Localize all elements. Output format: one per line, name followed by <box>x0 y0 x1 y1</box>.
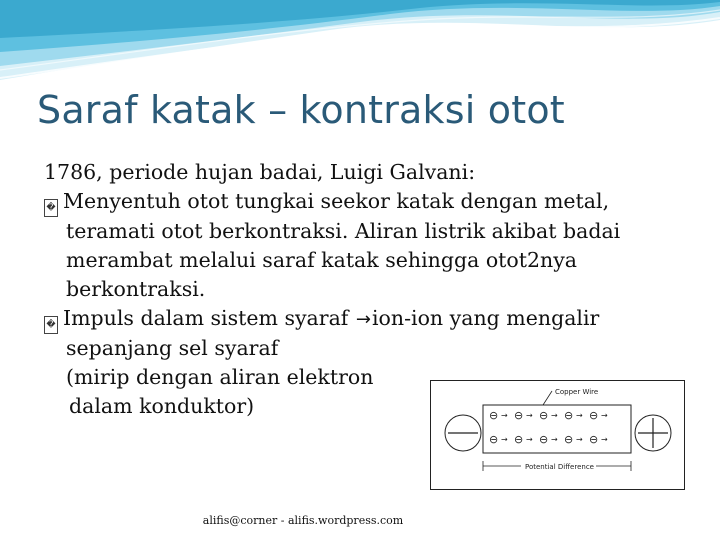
bullet-2-line-2: sepanjang sel syaraf <box>66 336 279 360</box>
bullet-1-line-2: teramati otot berkontraksi. Aliran listrik akibat badai <box>66 219 621 243</box>
svg-text:→: → <box>576 411 583 420</box>
bullet-2-prefix: Impuls dalam sistem syaraf <box>63 306 355 330</box>
bullet-2-line-3: (mirip dengan aliran elektron <box>66 365 374 389</box>
electron-icon: ⊖ <box>539 409 549 422</box>
copper-wire-diagram <box>430 380 685 490</box>
bullet-marker-icon: � <box>44 316 58 334</box>
svg-text:→: → <box>526 411 533 420</box>
svg-text:→: → <box>601 411 608 420</box>
svg-text:→: → <box>551 411 558 420</box>
bullet-2-line-4: dalam konduktor) <box>69 394 255 418</box>
copper-wire-label: Copper Wire <box>555 388 599 396</box>
copper-wire-svg <box>431 381 684 489</box>
bullet-1-first-line <box>44 187 684 217</box>
electron-icon: ⊖ <box>564 433 574 446</box>
bullet-marker-icon: � <box>44 199 58 217</box>
electron-icon: ⊖ <box>489 433 499 446</box>
electron-icon: ⊖ <box>564 409 574 422</box>
footer-credit: alifis@corner - alifis.wordpress.com <box>202 514 404 527</box>
bullet-1-line-3: merambat melalui saraf katak sehingga otot2nya <box>66 248 578 272</box>
right-arrow-icon: → <box>355 309 371 330</box>
svg-text:→: → <box>551 435 558 444</box>
svg-text:→: → <box>576 435 583 444</box>
svg-text:→: → <box>501 411 508 420</box>
electron-icon: ⊖ <box>489 409 499 422</box>
intro-line: 1786, periode hujan badai, Luigi Galvani: <box>44 160 476 184</box>
bullet-1-text: Menyentuh otot tungkai seekor katak dengan metal, <box>63 189 610 213</box>
electron-icon: ⊖ <box>589 409 599 422</box>
electron-icon: ⊖ <box>589 433 599 446</box>
svg-text:→: → <box>601 435 608 444</box>
bullet-2-suffix: ion-ion yang mengalir <box>372 306 600 330</box>
electron-icon: ⊖ <box>514 433 524 446</box>
potential-difference-label: Potential Difference <box>525 463 594 471</box>
electron-icon: ⊖ <box>514 409 524 422</box>
slide-title: Saraf katak – kontraksi otot <box>37 88 565 132</box>
electron-row-bottom <box>489 433 608 446</box>
label-pointer <box>543 391 552 405</box>
bullet-1-line-4: berkontraksi. <box>66 277 206 301</box>
bullet-2-first-line <box>44 304 684 334</box>
header-wave-decoration <box>0 0 720 90</box>
electron-row-top <box>489 409 608 422</box>
svg-text:→: → <box>501 435 508 444</box>
electron-icon: ⊖ <box>539 433 549 446</box>
svg-text:→: → <box>526 435 533 444</box>
